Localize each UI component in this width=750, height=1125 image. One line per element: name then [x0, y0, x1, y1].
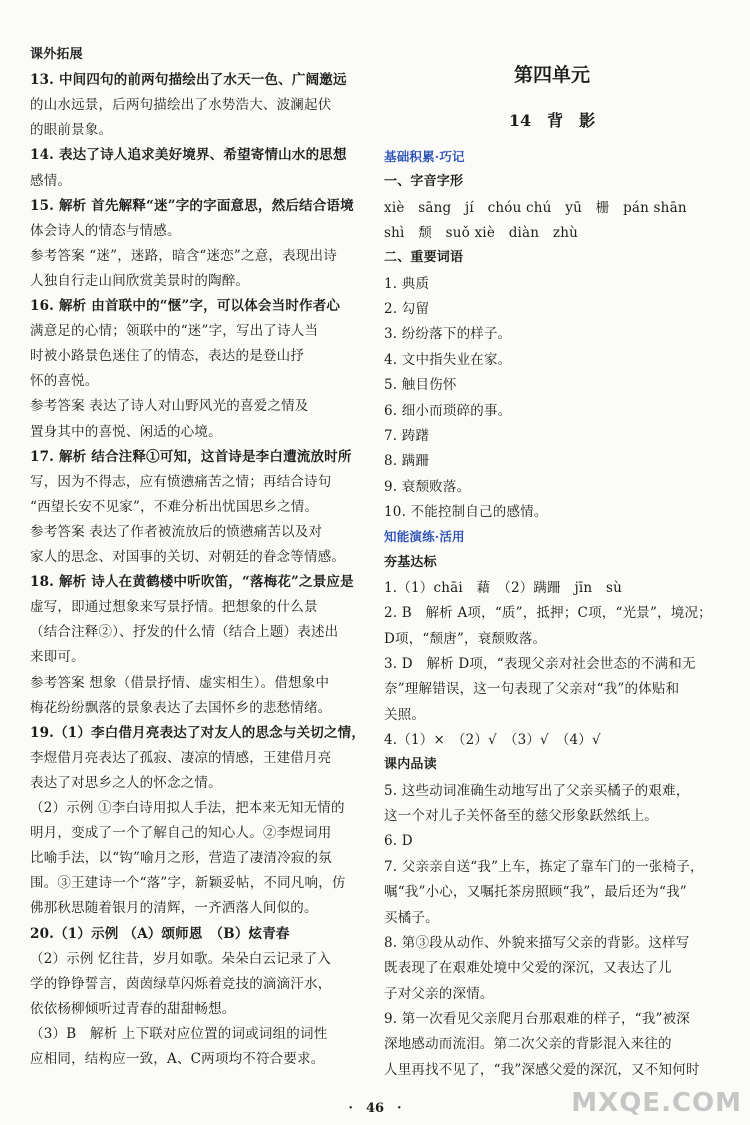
text-line: 子对父亲的深情。 [384, 985, 494, 1002]
text-line: 置身其中的喜悦、闲适的心境。 [30, 423, 222, 440]
text-line: 17. 解析 结合注释①可知，这首诗是李白遭流放时所 [30, 448, 352, 465]
text-line: 7. 父亲亲自送“我”上车，拣定了靠车门的一张椅子， [384, 858, 704, 875]
text-line: 体会诗人的情态与情感。 [30, 222, 181, 239]
text-line: 2. B 解析 A项，“质”，抵押；C项，“光景”，境况； [384, 605, 712, 622]
text-line: 6. D [384, 833, 413, 850]
text-line: 学的铮铮誓言，茵茵绿草闪烁着竞技的滴滴汗水， [30, 975, 332, 992]
text-line: 人里再找不见了，“我”深感父爱的深沉，又不知何时 [384, 1061, 700, 1078]
text-line: 既表现了在艰难处境中父爱的深沉，又表达了儿 [384, 960, 672, 977]
text-line: 围。③王建诗一个“落”字，新颖妥帖，不同凡响，仿 [30, 875, 346, 892]
text-line: 写，因为不得志，应有愤懑痛苦之情；再结合诗句 [30, 473, 332, 490]
text-line: 明月，变成了一个了解自己的知心人。②李煜词用 [30, 825, 332, 842]
text-line: 依依杨柳倾听过青春的甜甜畅想。 [30, 1000, 236, 1017]
text-line: 满意足的心情；领联中的“迷”字，写出了诗人当 [30, 323, 319, 340]
text-line: 18. 解析 诗人在黄鹤楼中听吹笛，“落梅花”之景应是 [30, 574, 354, 591]
text-line: 参考答案 表达了作者被流放后的愤懑痛苦以及对 [30, 523, 323, 540]
text-line: 梅花纷纷飘落的景象表达了去国怀乡的悲愁情绪。 [30, 699, 332, 716]
text-line: 19.（1）李白借月亮表达了对友人的思念与关切之情， [30, 724, 366, 741]
text-line: 7. 踌躇 [384, 427, 430, 444]
text-line: 5. 这些动词准确生动地写出了父亲买橘子的艰难， [384, 782, 690, 799]
text-line: 人独自行走山间欣赏美景时的陶醉。 [30, 272, 250, 289]
text-line: 15. 解析 首先解释“迷”字的字面意思，然后结合语境 [30, 197, 354, 214]
text-line: 家人的思念、对国事的关切、对朝廷的眷念等情感。 [30, 549, 346, 565]
text-line: 9. 第一次看见父亲爬月台那艰难的样子，“我”被深 [384, 1010, 690, 1027]
text-line: 比喻手法，以“钩”喻月之形，营造了凄清冷寂的氛 [30, 850, 332, 867]
text-line: 参考答案 “迷”，迷路，暗含“迷恋”之意，表现出诗 [30, 247, 337, 264]
text-line: 二、重要词语 [384, 250, 464, 266]
text-line: 的山水远景，后两句描绘出了水势浩大、波澜起伏 [30, 97, 332, 114]
text-line: D项，“颓唐”，衰颓败落。 [384, 630, 547, 647]
text-line: 李煜借月亮表达了孤寂、凄凉的情感，王建借月亮 [30, 749, 332, 766]
text-line: 感情。 [30, 172, 72, 189]
text-line: 深地感动而流泪。第二次父亲的背影混入来往的 [384, 1036, 672, 1053]
text-line: 表达了对思乡之人的怀念之情。 [30, 774, 222, 791]
text-line: 参考答案 表达了诗人对山野风光的喜爱之情及 [30, 398, 309, 415]
text-line: 夯基达标 [384, 554, 437, 570]
text-line: 3. D 解析 D项，“表现父亲对社会世态的不满和无 [384, 656, 696, 672]
text-line: 时被小路景色迷住了的情态，表达的是登山抒 [30, 348, 304, 365]
text-line: 3. 纷纷落下的样子。 [384, 326, 512, 343]
text-line: xiè sāng jí chóu chú yū 栅 pán shān [384, 199, 687, 216]
lesson-title: 14 背 影 [508, 111, 596, 130]
text-line: 课内品读 [384, 757, 437, 773]
text-line: 基础积累·巧记 [384, 149, 465, 164]
text-line: 1. 典质 [384, 275, 430, 292]
watermark-logo: MXQE.COM [571, 1088, 742, 1118]
text-line: （3）B 解析 上下联对应位置的词或词组的词性 [30, 1025, 328, 1042]
text-line: 奈”理解错误，这一句表现了父亲对“我”的体贴和 [384, 681, 680, 698]
text-line: 8. 第③段从动作、外貌来描写父亲的背影。这样写 [384, 934, 690, 951]
text-line: 买橘子。 [384, 909, 439, 926]
text-line: 佛那秋思随着银月的清辉，一齐洒落人间似的。 [30, 900, 318, 917]
text-line: shì 颓 suǒ xiè diàn zhù [384, 225, 579, 242]
text-line: 4.（1）× （2）√ （3）√ （4）√ [384, 732, 601, 749]
text-line: 一、字音字形 [384, 174, 464, 190]
text-line: 应相同，结构应一致，A、C两项均不符合要求。 [30, 1051, 325, 1067]
text-line: 参考答案 想象（借景抒情、虚实相生）。借想象中 [30, 674, 330, 691]
text-line: 关照。 [384, 706, 426, 723]
text-line: 4. 文中指失业在家。 [384, 351, 512, 368]
text-line: 来即可。 [30, 649, 85, 666]
text-line: 9. 衰颓败落。 [384, 478, 471, 495]
text-line: 的眼前景象。 [30, 122, 113, 139]
text-line: 8. 蹒跚 [384, 453, 430, 470]
text-line: 1.（1）chāi 藉 （2）蹒跚 jīn sù [384, 579, 623, 596]
text-line: 20.（1）示例 （A）颂师恩 （B）炫青春 [30, 925, 290, 942]
text-line: 2. 勾留 [384, 301, 430, 318]
text-line: 虚写，即通过想象来写景抒情。把想象的什么景 [30, 599, 318, 616]
text-line: 6. 细小而琐碎的事。 [384, 402, 512, 419]
text-line: 这一个对儿子关怀备至的慈父形象跃然纸上。 [384, 808, 658, 825]
text-line: （2）示例 ①李白诗用拟人手法，把本来无知无情的 [30, 800, 345, 816]
text-line: 课外拓展 [30, 47, 83, 62]
text-line: 怀的喜悦。 [30, 373, 99, 390]
text-line: 16. 解析 由首联中的“惬”字，可以体会当时作者心 [30, 298, 341, 314]
text-line: 14. 表达了诗人追求美好境界、希望寄情山水的思想 [30, 147, 347, 164]
text-line: 13. 中间四句的前两句描绘出了水天一色、广阔邀远 [30, 72, 347, 89]
text-line: 嘱“我”小心，又嘱托茶房照顾“我”，最后还为“我” [384, 884, 687, 901]
text-line: 5. 触目伤怀 [384, 377, 457, 394]
text-line: “西望长安不见家”，不难分析出忧国思乡之情。 [30, 498, 319, 515]
unit-title: 第四单元 [513, 64, 590, 86]
text-line: （2）示例 忆往昔，岁月如歌。朵朵白云记录了入 [30, 950, 331, 967]
text-line: 知能演练·活用 [384, 529, 465, 545]
text-line: （结合注释②）、抒发的什么情（结合上题）表述出 [30, 624, 339, 641]
text-line: 10. 不能控制自己的感情。 [384, 503, 548, 520]
page-number: · 46 · [348, 1101, 402, 1116]
